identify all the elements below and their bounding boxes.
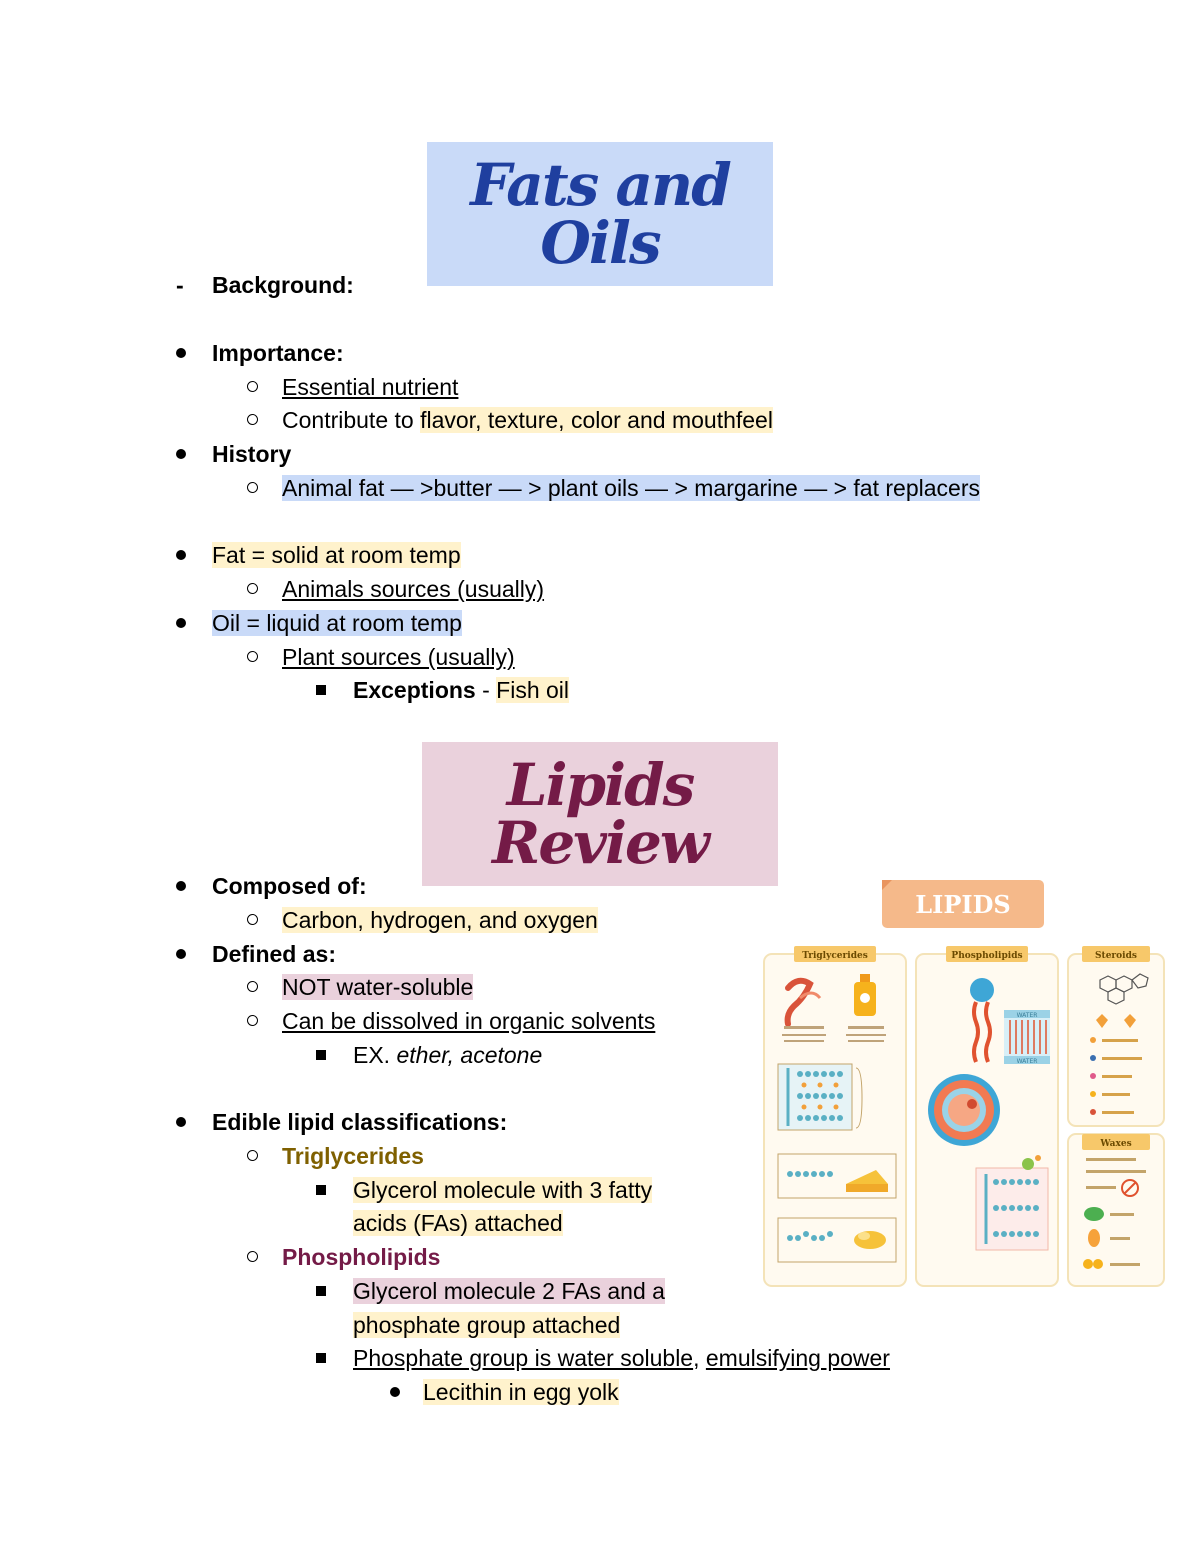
col4-header: Waxes	[1100, 1139, 1132, 1149]
disc-bullet	[176, 439, 186, 469]
oil-liquid-item	[212, 608, 462, 638]
square-bullet	[316, 1343, 326, 1373]
micelle-icon	[928, 1074, 1000, 1146]
circle-bullet	[247, 405, 258, 435]
essential-nutrient-item: Essential nutrient	[282, 374, 459, 400]
disc-bullet	[176, 338, 186, 368]
square-bullet	[316, 1276, 326, 1306]
oil-liquid-text: Oil = liquid at room temp	[212, 610, 462, 636]
contribute-item	[282, 405, 773, 435]
banner-label: LIPIDS	[915, 890, 1011, 919]
trig-desc-1	[353, 1175, 652, 1205]
composed-heading: Composed of:	[212, 873, 367, 899]
trig-desc-2	[353, 1208, 563, 1238]
not-soluble-text: NOT water-soluble	[282, 974, 474, 1000]
square-bullet	[316, 675, 326, 705]
phospholipids-heading: Phospholipids	[282, 1244, 441, 1270]
importance-heading: Importance:	[212, 340, 344, 366]
circle-bullet	[247, 972, 258, 1002]
bilayer-icon	[1004, 1010, 1050, 1065]
triglycerides-heading: Triglycerides	[282, 1143, 424, 1169]
background-heading: Background:	[212, 272, 354, 298]
square-bullet	[316, 1040, 326, 1070]
disc-bullet	[176, 540, 186, 570]
square-bullet	[316, 1175, 326, 1205]
disc-bullet	[390, 1377, 400, 1407]
exceptions-item	[353, 675, 569, 705]
phosphate-molecule	[976, 1155, 1048, 1250]
circle-bullet	[247, 905, 258, 935]
example-value: ether, acetone	[396, 1042, 543, 1068]
col3-header: Steroids	[1095, 951, 1137, 961]
disc-bullet	[176, 871, 186, 901]
exceptions-value: Fish oil	[496, 677, 570, 703]
lipids-infographic	[760, 878, 1168, 1290]
plant-sources-item: Plant sources (usually)	[282, 644, 515, 670]
lipids-banner	[882, 880, 1044, 928]
phos-desc-2	[353, 1310, 620, 1340]
disc-bullet	[176, 608, 186, 638]
phos-emulsifying-text: emulsifying power	[705, 1345, 890, 1371]
circle-bullet	[247, 473, 258, 503]
example-prefix: EX.	[353, 1042, 397, 1068]
dissolved-item: Can be dissolved in organic solvents	[282, 1008, 656, 1034]
contribute-highlight: flavor, texture, color and mouthfeel	[420, 407, 773, 433]
circle-bullet	[247, 372, 258, 402]
edible-heading: Edible lipid classifications:	[212, 1109, 508, 1135]
dash-bullet	[176, 270, 184, 300]
disc-bullet	[176, 1107, 186, 1137]
history-timeline: Animal fat — >butter — > plant oils — > margarine — > fat replacers	[282, 475, 980, 501]
phos-desc-1	[353, 1276, 665, 1306]
phos-desc-2-text: phosphate group attached	[353, 1312, 621, 1338]
circle-bullet	[247, 642, 258, 672]
triglyceride-molecule	[778, 1064, 862, 1130]
phos-desc-1-text: Glycerol molecule 2 FAs and a	[353, 1278, 665, 1304]
circle-bullet	[247, 574, 258, 604]
exceptions-separator: -	[475, 677, 497, 703]
cho-text: Carbon, hydrogen, and oxygen	[282, 907, 598, 933]
trig-desc-1-text: Glycerol molecule with 3 fatty	[353, 1177, 653, 1203]
phos-water-text: Phosphate group is water soluble	[353, 1345, 694, 1371]
exceptions-label: Exceptions	[353, 677, 476, 703]
lecithin-text: Lecithin in egg yolk	[423, 1379, 619, 1405]
circle-bullet	[247, 1006, 258, 1036]
phos-comma: ,	[693, 1345, 706, 1371]
col2-header: Phospholipids	[951, 951, 1023, 961]
circle-bullet	[247, 1141, 258, 1171]
history-item	[282, 473, 980, 503]
trig-desc-2-text: acids (FAs) attached	[353, 1210, 563, 1236]
fat-solid-text: Fat = solid at room temp	[212, 542, 461, 568]
animal-sources-item: Animals sources (usually)	[282, 576, 545, 602]
not-soluble-item	[282, 972, 473, 1002]
example-item	[353, 1040, 542, 1070]
disc-bullet	[176, 939, 186, 969]
lecithin-item	[423, 1377, 619, 1407]
lipids-review-title: Lipids Review	[422, 742, 778, 886]
col1-header: Triglycerides	[802, 951, 868, 961]
fat-solid-item	[212, 540, 461, 570]
cho-item	[282, 905, 598, 935]
water-label-bottom: WATER	[1016, 1058, 1038, 1065]
circle-bullet	[247, 1242, 258, 1272]
fats-and-oils-title: Fats and Oils	[427, 142, 773, 286]
phos-water-item	[353, 1343, 890, 1373]
history-heading: History	[212, 441, 292, 467]
defined-heading: Defined as:	[212, 941, 336, 967]
contribute-prefix: Contribute to	[282, 407, 421, 433]
water-label-top: WATER	[1016, 1012, 1038, 1019]
